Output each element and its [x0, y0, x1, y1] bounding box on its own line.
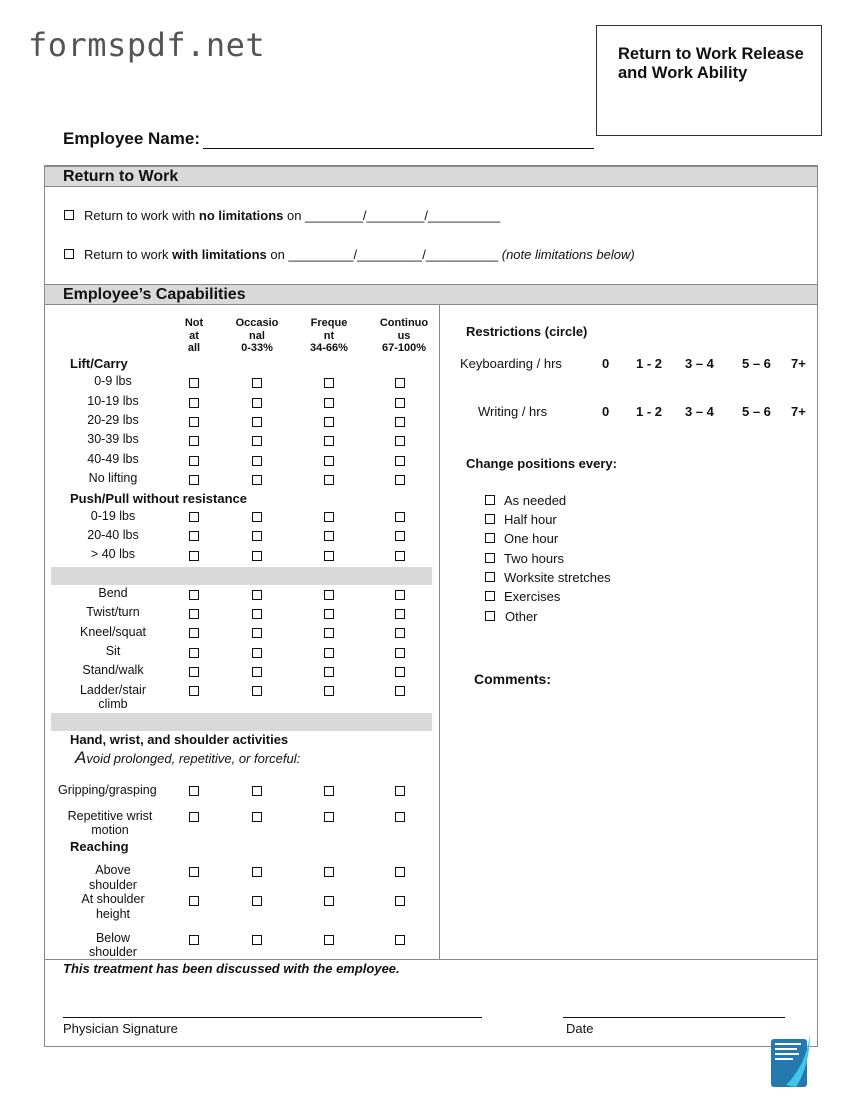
col-header-line: nt	[323, 329, 335, 342]
capability-checkbox[interactable]	[395, 378, 405, 388]
physician-signature-label: Physician Signature	[63, 1021, 178, 1036]
site-logo: formspdf.net	[28, 26, 266, 64]
capability-checkbox[interactable]	[189, 628, 199, 638]
row-label: 20-29 lbs	[87, 413, 139, 427]
row-label: shoulder	[89, 945, 137, 959]
capability-checkbox[interactable]	[252, 686, 262, 696]
col-header-line: Freque	[310, 317, 348, 329]
one-hour-checkbox[interactable]	[485, 533, 495, 543]
date-field[interactable]	[563, 1017, 785, 1018]
no-limitations-text-bold: no limitations	[198, 208, 284, 223]
capability-checkbox[interactable]	[252, 896, 262, 906]
row-label: Bend	[98, 586, 128, 600]
employee-name-label: Employee Name:	[63, 129, 200, 148]
capability-checkbox[interactable]	[189, 686, 199, 696]
worksite-stretches-label: Worksite stretches	[504, 570, 611, 585]
worksite-stretches-checkbox[interactable]	[485, 572, 495, 582]
capability-checkbox[interactable]	[324, 551, 334, 561]
row-label: At shoulder	[81, 892, 145, 906]
writing-label: Writing / hrs	[478, 404, 548, 419]
capability-checkbox[interactable]	[324, 867, 334, 877]
row-label: shoulder	[89, 878, 137, 892]
capability-checkbox[interactable]	[395, 628, 405, 638]
capability-checkbox[interactable]	[324, 456, 334, 466]
writing-option[interactable]: 3 – 4	[685, 404, 714, 419]
capability-checkbox[interactable]	[252, 456, 262, 466]
half-hour-checkbox[interactable]	[485, 514, 495, 524]
capability-checkbox[interactable]	[395, 867, 405, 877]
capability-checkbox[interactable]	[189, 867, 199, 877]
capability-checkbox[interactable]	[189, 417, 199, 427]
capability-checkbox[interactable]	[252, 667, 262, 677]
capability-checkbox[interactable]	[324, 648, 334, 658]
capabilities-title: Employee’s Capabilities	[63, 286, 246, 303]
capability-checkbox[interactable]	[395, 786, 405, 796]
row-label: > 40 lbs	[90, 547, 136, 561]
capability-checkbox[interactable]	[324, 628, 334, 638]
capability-checkbox[interactable]	[395, 648, 405, 658]
row-label: Ladder/stair	[79, 683, 146, 697]
separator-band	[51, 567, 432, 585]
capability-checkbox[interactable]	[252, 786, 262, 796]
row-label: Stand/walk	[82, 663, 144, 677]
col-header-line: Continuo	[379, 317, 429, 329]
keyboarding-option[interactable]: 1 - 2	[636, 356, 663, 371]
writing-option[interactable]: 5 – 6	[742, 404, 771, 419]
col-header-line: all	[187, 342, 201, 354]
capability-checkbox[interactable]	[252, 417, 262, 427]
row-label: Gripping/grasping	[58, 783, 157, 797]
return-to-work-header	[45, 166, 817, 187]
writing-option[interactable]: 7+	[791, 404, 806, 419]
capability-checkbox[interactable]	[395, 609, 405, 619]
half-hour-label: Half hour	[504, 512, 557, 527]
row-label: Repetitive wrist	[67, 809, 153, 823]
col-header-line: 0-33%	[241, 342, 273, 354]
restrictions-title: Restrictions (circle)	[466, 324, 588, 339]
row-label: 30-39 lbs	[87, 432, 139, 446]
capability-checkbox[interactable]	[395, 812, 405, 822]
row-label: 40-49 lbs	[87, 452, 139, 466]
capability-checkbox[interactable]	[252, 867, 262, 877]
capability-checkbox[interactable]	[252, 436, 262, 446]
capability-checkbox[interactable]	[324, 398, 334, 408]
one-hour-label: One hour	[504, 531, 559, 546]
physician-signature-field[interactable]	[63, 1017, 482, 1018]
col-header-line: 34-66%	[310, 342, 348, 354]
capability-checkbox[interactable]	[324, 896, 334, 906]
capability-checkbox[interactable]	[395, 590, 405, 600]
row-label: 0-19 lbs	[90, 509, 136, 523]
two-hours-label: Two hours	[504, 551, 564, 566]
capability-checkbox[interactable]	[252, 531, 262, 541]
change-positions-title: Change positions every:	[466, 456, 617, 471]
with-limitations-text-bold: with limitations	[172, 247, 267, 262]
capability-checkbox[interactable]	[324, 378, 334, 388]
row-label: Twist/turn	[86, 605, 140, 619]
form-title: Return to Work Release and Work Ability	[618, 45, 804, 82]
as-needed-label: As needed	[504, 493, 567, 508]
row-label: Below	[95, 931, 131, 945]
row-label: 0-9 lbs	[94, 374, 132, 388]
row-label: height	[95, 907, 131, 921]
keyboarding-option[interactable]: 3 – 4	[685, 356, 714, 371]
capability-checkbox[interactable]	[189, 398, 199, 408]
capability-checkbox[interactable]	[324, 686, 334, 696]
capability-checkbox[interactable]	[252, 648, 262, 658]
as-needed-checkbox[interactable]	[485, 495, 495, 505]
other-checkbox[interactable]	[485, 611, 495, 621]
col-header-not-at-all	[174, 317, 214, 355]
push-pull-heading: Push/Pull without resistance	[70, 491, 247, 506]
capabilities-header	[45, 284, 817, 305]
col-header-line: us	[397, 329, 411, 342]
capability-checkbox[interactable]	[252, 551, 262, 561]
return-to-work-title: Return to Work	[63, 168, 179, 185]
capability-checkbox[interactable]	[395, 456, 405, 466]
treatment-statement: This treatment has been discussed with the employee.	[63, 961, 400, 976]
capability-checkbox[interactable]	[252, 935, 262, 945]
capability-checkbox[interactable]	[324, 812, 334, 822]
row-label: Kneel/squat	[79, 625, 147, 639]
capability-checkbox[interactable]	[395, 436, 405, 446]
capability-checkbox[interactable]	[395, 475, 405, 485]
col-header-frequent	[300, 317, 358, 355]
capability-checkbox[interactable]	[324, 609, 334, 619]
exercises-checkbox[interactable]	[485, 591, 495, 601]
reaching-heading: Reaching	[70, 839, 129, 854]
capability-checkbox[interactable]	[324, 935, 334, 945]
capability-checkbox[interactable]	[324, 531, 334, 541]
other-label: Other	[505, 609, 538, 624]
keyboarding-option[interactable]: 5 – 6	[742, 356, 771, 371]
with-limitations-option	[84, 247, 635, 262]
keyboarding-option[interactable]: 7+	[791, 356, 806, 371]
capability-checkbox[interactable]	[189, 609, 199, 619]
capability-checkbox[interactable]	[324, 417, 334, 427]
date-label: Date	[566, 1021, 594, 1036]
exercises-label: Exercises	[504, 589, 561, 604]
with-limitations-date[interactable]: on _________/_________/__________	[266, 247, 502, 262]
capability-checkbox[interactable]	[189, 667, 199, 677]
col-header-line: 67-100%	[381, 342, 427, 354]
no-limitations-date[interactable]: on ________/________/__________	[283, 208, 501, 223]
no-limitations-checkbox[interactable]	[64, 210, 74, 220]
capability-checkbox[interactable]	[252, 398, 262, 408]
hand-subheading-rest: void prolonged, repetitive, or forceful:	[86, 751, 301, 766]
capability-checkbox[interactable]	[189, 786, 199, 796]
capability-checkbox[interactable]	[252, 475, 262, 485]
col-header-line: Occasio	[235, 317, 279, 329]
column-divider	[439, 304, 440, 960]
with-limitations-checkbox[interactable]	[64, 249, 74, 259]
capability-checkbox[interactable]	[189, 436, 199, 446]
col-header-occasional	[229, 317, 285, 355]
row-label: Sit	[105, 644, 121, 658]
footer-divider	[45, 959, 817, 960]
capability-checkbox[interactable]	[189, 551, 199, 561]
lift-carry-heading: Lift/Carry	[70, 356, 128, 371]
capability-checkbox[interactable]	[395, 667, 405, 677]
row-label: No lifting	[88, 471, 138, 485]
capability-checkbox[interactable]	[252, 609, 262, 619]
capability-checkbox[interactable]	[189, 475, 199, 485]
capability-checkbox[interactable]	[395, 398, 405, 408]
capability-checkbox[interactable]	[252, 378, 262, 388]
capability-checkbox[interactable]	[395, 531, 405, 541]
keyboarding-label: Keyboarding / hrs	[460, 356, 562, 371]
capability-checkbox[interactable]	[324, 786, 334, 796]
capability-checkbox[interactable]	[395, 935, 405, 945]
row-label: Above	[95, 863, 131, 877]
capability-checkbox[interactable]	[189, 531, 199, 541]
capability-checkbox[interactable]	[395, 417, 405, 427]
comments-label: Comments:	[474, 671, 552, 687]
employee-name-field[interactable]	[203, 148, 594, 149]
capability-checkbox[interactable]	[252, 590, 262, 600]
separator-band	[51, 713, 432, 731]
col-header-continuous	[372, 317, 436, 355]
hand-subheading	[75, 748, 300, 768]
no-limitations-option	[84, 208, 500, 223]
capability-checkbox[interactable]	[395, 896, 405, 906]
form-title-box	[596, 25, 822, 136]
hand-subheading-cap: A	[75, 748, 87, 767]
writing-option[interactable]: 0	[602, 404, 610, 419]
capability-checkbox[interactable]	[189, 812, 199, 822]
two-hours-checkbox[interactable]	[485, 553, 495, 563]
capability-checkbox[interactable]	[395, 551, 405, 561]
capability-checkbox[interactable]	[189, 456, 199, 466]
row-label: motion	[91, 823, 129, 837]
capability-checkbox[interactable]	[324, 590, 334, 600]
with-limitations-text-pre: Return to work	[84, 247, 173, 262]
keyboarding-option[interactable]: 0	[602, 356, 610, 371]
capability-checkbox[interactable]	[252, 512, 262, 522]
capability-checkbox[interactable]	[252, 628, 262, 638]
col-header-line: Not	[184, 317, 204, 329]
capability-checkbox[interactable]	[324, 667, 334, 677]
capability-checkbox[interactable]	[324, 436, 334, 446]
writing-option[interactable]: 1 - 2	[636, 404, 663, 419]
col-header-line: at	[189, 329, 199, 342]
capability-checkbox[interactable]	[189, 512, 199, 522]
hand-heading: Hand, wrist, and shoulder activities	[70, 732, 289, 747]
capability-checkbox[interactable]	[395, 686, 405, 696]
capability-checkbox[interactable]	[189, 648, 199, 658]
with-limitations-note: (note limitations below)	[501, 247, 635, 262]
row-label: 20-40 lbs	[87, 528, 139, 542]
capability-checkbox[interactable]	[189, 378, 199, 388]
row-label: climb	[98, 697, 128, 711]
capability-checkbox[interactable]	[189, 590, 199, 600]
row-label: 10-19 lbs	[87, 394, 139, 408]
capability-checkbox[interactable]	[189, 896, 199, 906]
capability-checkbox[interactable]	[395, 512, 405, 522]
capability-checkbox[interactable]	[252, 812, 262, 822]
capability-checkbox[interactable]	[324, 512, 334, 522]
col-header-line: nal	[249, 329, 265, 342]
no-limitations-text-pre: Return to work with	[84, 208, 199, 223]
document-icon	[770, 1031, 812, 1089]
capability-checkbox[interactable]	[324, 475, 334, 485]
capability-checkbox[interactable]	[189, 935, 199, 945]
